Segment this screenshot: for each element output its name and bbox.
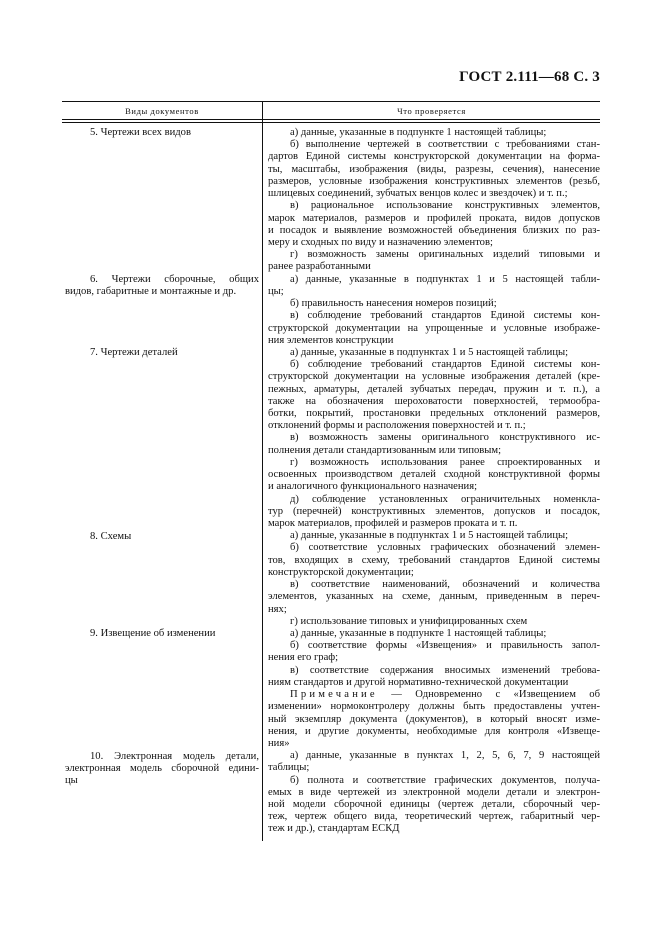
column-header-what-is-checked: Что проверяется <box>397 106 466 116</box>
check-line: ты, масштабы, изображения (виды, разрезы, сечения), нанесение <box>268 163 600 175</box>
table-row-document-type <box>65 127 259 274</box>
check-paragraph <box>268 249 600 273</box>
column-divider <box>262 102 263 841</box>
check-line: и аналогичного функционального назначения; <box>268 481 478 493</box>
document-type-line: электронная модель сборочной едини- <box>65 762 259 774</box>
check-line: б) правильность нанесения номеров позиций; <box>290 298 497 310</box>
document-type-line: цы <box>65 775 78 787</box>
check-line: в) соответствие наименований, обозначений и количества <box>290 579 600 591</box>
table-row-checks <box>268 530 600 628</box>
check-line: таблицы; <box>268 762 310 774</box>
document-type-line: 7. Чертежи деталей <box>90 347 178 359</box>
document-types-column <box>65 127 259 836</box>
table-row-checks <box>268 750 600 836</box>
table-row-checks <box>268 628 600 750</box>
check-line: б) соблюдение требований стандартов Единой системы кон- <box>290 359 600 371</box>
check-line: элементов, указанных на схеме, данным, приведенным в переч- <box>268 591 600 603</box>
check-line: а) данные, указанные в подпункте 1 настоящей таблицы; <box>290 127 547 138</box>
check-line: также на обозначения шероховатости поверхностей, термообра- <box>268 395 600 407</box>
check-line: ния» <box>268 737 290 749</box>
check-line: б) полнота и соответствие графических документов, получа- <box>290 774 600 786</box>
check-line: ранее разработанными <box>268 261 371 273</box>
check-line: цы; <box>268 285 284 297</box>
check-paragraph <box>268 775 600 836</box>
check-paragraph <box>268 628 600 640</box>
check-line: тур (перечней) конструктивных элементов, допусков и посадок, <box>268 505 600 517</box>
check-line: ботки, покрытий, простановки предельных отклонений размеров, <box>268 408 600 420</box>
check-line: теж и др.), стандартам ЕСКД <box>268 823 400 835</box>
check-paragraph <box>268 750 600 774</box>
table-row-document-type <box>65 628 259 750</box>
check-line: в) рациональное использование конструктивных элементов, <box>290 200 600 212</box>
document-type-line: 10. Электронная модель детали, <box>90 750 259 762</box>
check-line: ной модели сборочной единицы (чертеж детали, сборочный чер- <box>268 799 600 811</box>
check-line: полнения детали стандартизованным или типовым; <box>268 444 502 456</box>
check-line: меру и сходных по виду и назначению элементов; <box>268 236 493 248</box>
check-paragraph <box>268 310 600 347</box>
document-type-line: 5. Чертежи всех видов <box>90 127 191 138</box>
check-line: и посадок и выявление возможностей объединения близких по раз- <box>268 224 600 236</box>
check-line: ния элементов конструкции <box>268 334 394 346</box>
document-header-title: ГОСТ 2.111—68 С. 3 <box>459 69 600 85</box>
note-label: Примечание <box>290 689 378 701</box>
check-line: марок материалов, профилей и размеров проката и т. п. <box>268 518 518 529</box>
document-type-line: 9. Извещение об изменении <box>90 628 216 640</box>
check-paragraph <box>268 494 600 531</box>
column-header-document-types: Виды документов <box>125 106 199 116</box>
table-row-document-type <box>65 751 259 837</box>
check-line: б) соответствие формы «Извещения» и правильность запол- <box>290 640 600 652</box>
document-type-line: 8. Схемы <box>90 530 132 542</box>
check-line: б) соответствие условных графических обозначений элемен- <box>290 542 600 554</box>
table-row-document-type <box>65 531 259 629</box>
check-paragraph <box>268 689 600 750</box>
check-line: структорской документации на условные изображения деталей (кре- <box>268 371 600 383</box>
check-line: а) данные, указанные в подпунктах 1 и 5 настоящей таблицы; <box>290 346 569 358</box>
check-line: емых в виде чертежей из электронной модели детали и электрон- <box>268 786 600 798</box>
table-top-rule <box>62 101 600 102</box>
check-line: а) данные, указанные в подпунктах 1 и 5 настоящей таблицы; <box>290 530 569 542</box>
check-paragraph <box>268 616 600 628</box>
check-paragraph <box>268 347 600 359</box>
check-line: ниям стандартов и другой нормативно-технической документации <box>268 676 569 688</box>
check-line: нения его граф; <box>268 652 339 664</box>
check-line: в) соблюдение требований стандартов Единой системы кон- <box>290 310 600 322</box>
check-paragraph <box>268 457 600 494</box>
check-paragraph <box>268 665 600 689</box>
table-row-checks <box>268 127 600 274</box>
table-row-checks <box>268 274 600 347</box>
check-line: г) использование типовых и унифицированных схем <box>290 615 528 627</box>
check-line: Примечание — Одновременно с «Извещением об <box>290 689 600 701</box>
check-line: теж, чертеж общего вида, теоретический чертеж, габаритный чер- <box>268 811 600 823</box>
check-line: структорской документации на упрощенные и условные изображе- <box>268 322 600 334</box>
check-line: дартов Единой системы конструкторской документации на форма- <box>268 151 600 163</box>
check-line: нения, и другие документы, необходимые для контроля «Извеще- <box>268 725 600 737</box>
header-double-rule <box>62 119 600 123</box>
check-paragraph <box>268 200 600 249</box>
check-line: а) данные, указанные в пунктах 1, 2, 5, 6, 7, 9 настоящей <box>290 750 600 762</box>
check-paragraph <box>268 127 600 139</box>
check-line: в) соответствие содержания вносимых изменений требова- <box>290 664 600 676</box>
check-line: б) выполнение чертежей в соответствии с требованиями стан- <box>290 139 600 151</box>
check-paragraph <box>268 542 600 579</box>
check-line: конструкторской документации; <box>268 566 414 578</box>
table-row-document-type <box>65 274 259 347</box>
checks-column <box>268 127 600 836</box>
check-paragraph <box>268 274 600 298</box>
check-line: размеров, условные изображения конструктивных элементов (резьб, <box>268 175 600 187</box>
check-paragraph <box>268 359 600 432</box>
check-paragraph <box>268 530 600 542</box>
check-line: изменении» нормоконтролеру должны быть предоставлены учтен- <box>268 701 600 713</box>
check-line: д) соблюдение установленных ограничительных номенкла- <box>290 493 600 505</box>
check-line: марок материалов, размеров и профилей проката, видов допусков <box>268 212 600 224</box>
table-row-checks <box>268 347 600 530</box>
check-line: освоенных производством деталей сходной конструктивной формы <box>268 469 600 481</box>
check-paragraph <box>268 579 600 616</box>
check-line: пежных, арматуры, деталей зубчатых передач, пружин и т. п.), а <box>268 383 600 395</box>
document-type-line: видов, габаритные и монтажные и др. <box>65 285 237 297</box>
check-line: тов, входящих в схему, требований стандартов Единой системы <box>268 554 600 566</box>
check-line: г) возможность замены оригинальных изделий типовыми и <box>290 249 600 261</box>
check-line: а) данные, указанные в подпунктах 1 и 5 настоящей табли- <box>290 273 600 285</box>
check-line: ный экземпляр документа (документов), в который вносят изме- <box>268 713 600 725</box>
table-row-document-type <box>65 347 259 530</box>
check-paragraph <box>268 139 600 200</box>
check-paragraph <box>268 298 600 310</box>
check-line: нях; <box>268 603 287 615</box>
check-paragraph <box>268 640 600 664</box>
check-line: отклонений формы и расположения поверхностей и т. п.; <box>268 420 526 432</box>
check-line: а) данные, указанные в подпункте 1 настоящей таблицы; <box>290 627 547 639</box>
document-type-line: 6. Чертежи сборочные, общих <box>90 273 259 285</box>
check-paragraph <box>268 432 600 456</box>
check-line: г) возможность использования ранее спроектированных и <box>290 456 600 468</box>
check-line: шлицевых соединений, зубчатых венцов колес и звездочек) и т. п.; <box>268 188 568 200</box>
check-line: в) возможность замены оригинального конструктивного ис- <box>290 432 600 444</box>
